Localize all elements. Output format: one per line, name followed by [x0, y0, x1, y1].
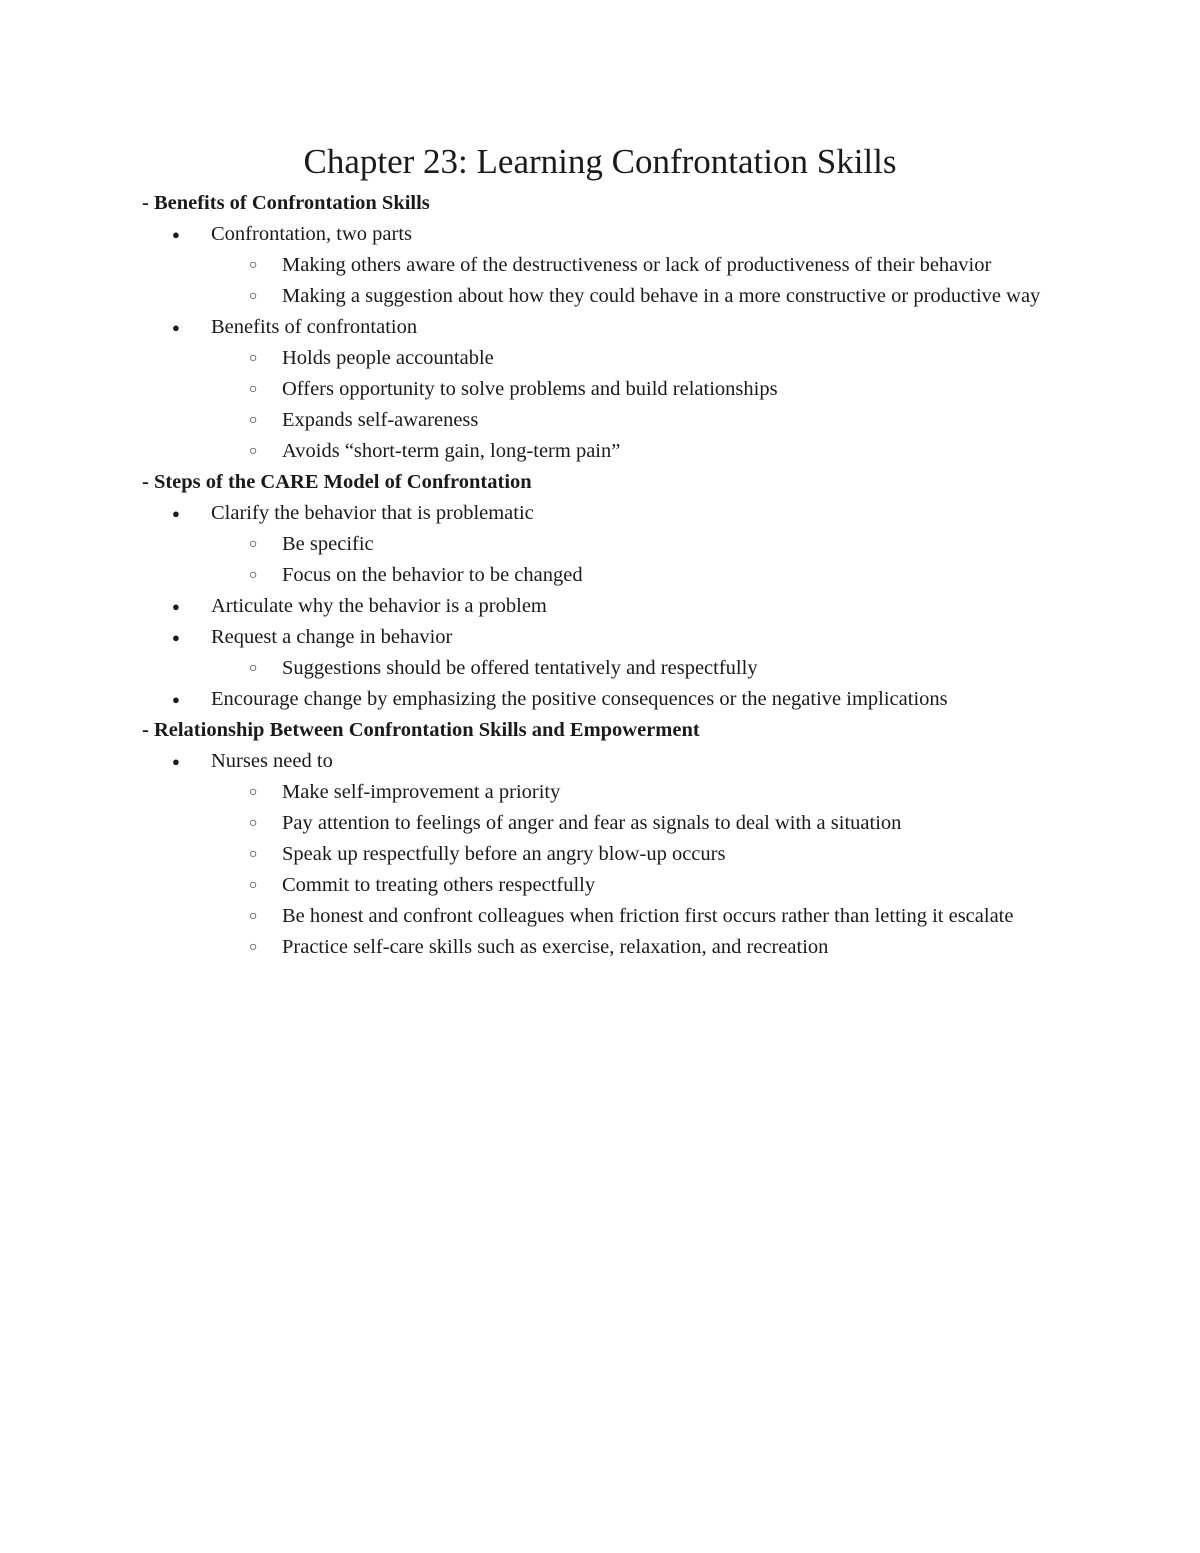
sub-bullet-list	[211, 250, 1142, 312]
bullet-icon: ●	[172, 599, 180, 614]
sub-list-item	[211, 901, 1142, 932]
list-item	[142, 622, 1142, 684]
list-item	[142, 591, 1142, 622]
sub-list-item	[211, 374, 1142, 405]
sub-list-item-text: Suggestions should be offered tentatively and respectfully	[282, 657, 758, 679]
sub-list-item-text: Offers opportunity to solve problems and build relationships	[282, 378, 778, 400]
sub-list-item	[211, 250, 1142, 281]
sub-list-item-text: Expands self-awareness	[282, 409, 479, 431]
sub-list-item-text: Make self-improvement a priority	[282, 781, 561, 803]
sub-bullet-list	[211, 343, 1142, 467]
sub-list-item	[211, 281, 1142, 312]
bullet-list	[142, 219, 1142, 467]
section-heading: - Benefits of Confrontation Skills	[142, 192, 430, 214]
sub-list-item	[211, 653, 1142, 684]
hollow-bullet-icon: ○	[249, 351, 258, 366]
sub-list-item	[211, 777, 1142, 808]
list-item	[142, 312, 1142, 467]
sub-list-item-text: Pay attention to feelings of anger and fear as signals to deal with a situation	[282, 812, 902, 834]
hollow-bullet-icon: ○	[249, 909, 258, 924]
sub-list-item-text: Making others aware of the destructiveness or lack of productiveness of their behavior	[282, 254, 992, 276]
sub-list-item	[211, 529, 1142, 560]
hollow-bullet-icon: ○	[249, 816, 258, 831]
list-item-text: Benefits of confrontation	[211, 316, 418, 338]
bullet-icon: ●	[172, 506, 180, 521]
hollow-bullet-icon: ○	[249, 413, 258, 428]
sub-bullet-list	[211, 529, 1142, 591]
sub-list-item	[211, 436, 1142, 467]
hollow-bullet-icon: ○	[249, 568, 258, 583]
list-item	[142, 684, 1142, 715]
sub-list-item	[211, 839, 1142, 870]
sub-list-item-text: Focus on the behavior to be changed	[282, 564, 583, 586]
hollow-bullet-icon: ○	[249, 661, 258, 676]
sub-list-item	[211, 808, 1142, 839]
page-title: Chapter 23: Learning Confrontation Skills	[303, 142, 897, 181]
list-item-text: Request a change in behavior	[211, 626, 453, 648]
list-item-text: Confrontation, two parts	[211, 223, 412, 245]
sub-list-item	[211, 560, 1142, 591]
bullet-icon: ●	[172, 227, 180, 242]
bullet-list	[142, 498, 1142, 715]
bullet-icon: ●	[172, 754, 180, 769]
section-heading: - Steps of the CARE Model of Confrontation	[142, 471, 532, 493]
list-item	[142, 746, 1142, 963]
sub-list-item-text: Be specific	[282, 533, 374, 555]
list-item-text: Clarify the behavior that is problematic	[211, 502, 534, 524]
hollow-bullet-icon: ○	[249, 878, 258, 893]
bullet-icon: ●	[172, 692, 180, 707]
bullet-icon: ●	[172, 320, 180, 335]
list-item	[142, 498, 1142, 591]
sub-list-item-text: Making a suggestion about how they could behave in a more constructive or productive way	[282, 285, 1041, 307]
sub-list-item-text: Avoids “short-term gain, long-term pain”	[282, 440, 621, 462]
document-body	[142, 188, 1142, 963]
sub-list-item	[211, 405, 1142, 436]
hollow-bullet-icon: ○	[249, 785, 258, 800]
section-heading: - Relationship Between Confrontation Skills and Empowerment	[142, 719, 700, 741]
sub-list-item-text: Practice self-care skills such as exercise, relaxation, and recreation	[282, 936, 829, 958]
hollow-bullet-icon: ○	[249, 258, 258, 273]
sub-list-item	[211, 870, 1142, 901]
hollow-bullet-icon: ○	[249, 847, 258, 862]
list-item-text: Nurses need to	[211, 750, 333, 772]
list-item	[142, 219, 1142, 312]
sub-bullet-list	[211, 777, 1142, 963]
list-item-text: Encourage change by emphasizing the positive consequences or the negative implications	[211, 688, 948, 710]
hollow-bullet-icon: ○	[249, 444, 258, 459]
hollow-bullet-icon: ○	[249, 382, 258, 397]
sub-list-item-text: Speak up respectfully before an angry blow-up occurs	[282, 843, 726, 865]
sub-list-item	[211, 932, 1142, 963]
list-item-text: Articulate why the behavior is a problem	[211, 595, 547, 617]
sub-list-item-text: Commit to treating others respectfully	[282, 874, 596, 896]
hollow-bullet-icon: ○	[249, 289, 258, 304]
sub-list-item	[211, 343, 1142, 374]
hollow-bullet-icon: ○	[249, 537, 258, 552]
bullet-icon: ●	[172, 630, 180, 645]
bullet-list	[142, 746, 1142, 963]
hollow-bullet-icon: ○	[249, 940, 258, 955]
sub-list-item-text: Be honest and confront colleagues when friction first occurs rather than letting it escalate	[282, 905, 1014, 927]
sub-list-item-text: Holds people accountable	[282, 347, 494, 369]
sub-bullet-list	[211, 653, 1142, 684]
